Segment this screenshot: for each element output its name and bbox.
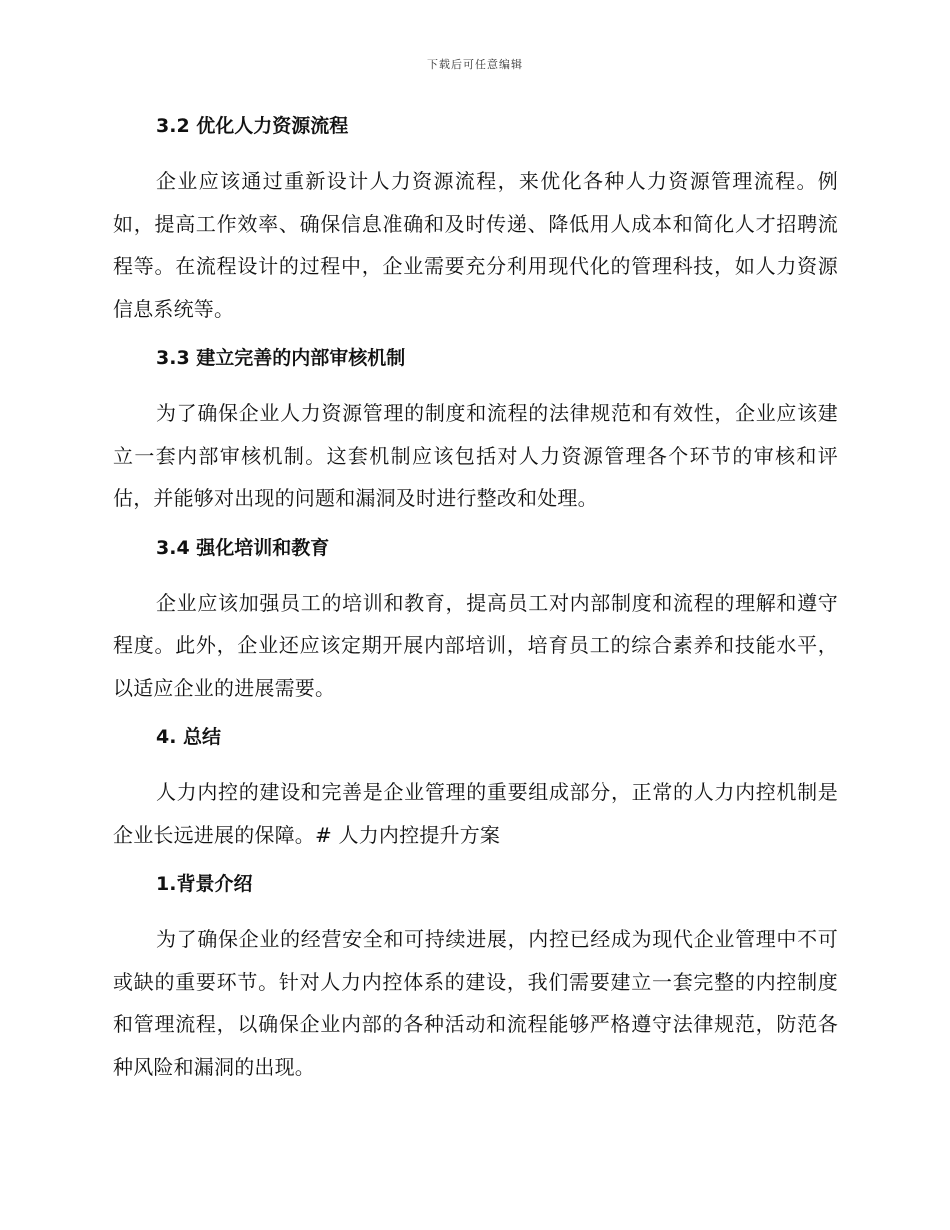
page-header: 下载后可任意编辑 [427,58,523,71]
section-paragraph-4: 人力内控的建设和完善是企业管理的重要组成部分，正常的人力内控机制是企业长远进展的保障。# 人力内控提升方案 [113,780,838,847]
section-paragraph-3-2: 企业应该通过重新设计人力资源流程，来优化各种人力资源管理流程。例如，提高工作效率、确保信息准确和及时传递、降低用人成本和简化人才招聘流程等。在流程设计的过程中，企业需要充分利用现代化的管理科技，如人力资源信息系统等。 [113,169,838,321]
section-heading-1-background: 1.背景介绍 [156,873,253,895]
section-heading-3-2: 3.2 优化人力资源流程 [156,115,349,137]
section-heading-3-4: 3.4 强化培训和教育 [156,536,330,559]
section-paragraph-3-3: 为了确保企业人力资源管理的制度和流程的法律规范和有效性，企业应该建立一套内部审核机制。这套机制应该包括对人力资源管理各个环节的审核和评估，并能够对出现的问题和漏洞及时进行整改和处理。 [113,401,838,510]
document-body [113,112,838,1102]
section-paragraph-1-background: 为了确保企业的经营安全和可持续进展，内控已经成为现代企业管理中不可或缺的重要环节。针对人力内控体系的建设，我们需要建立一套完整的内控制度和管理流程，以确保企业内部的各种活动和流程能够严格遵守法律规范，防范各种风险和漏洞的出现。 [113,927,838,1079]
section-paragraph-3-4: 企业应该加强员工的培训和教育，提高员工对内部制度和流程的理解和遵守程度。此外，企业还应该定期开展内部培训，培育员工的综合素养和技能水平，以适应企业的进展需要。 [113,590,838,700]
section-heading-3-3: 3.3 建立完善的内部审核机制 [156,347,406,369]
section-heading-4: 4. 总结 [156,726,222,748]
